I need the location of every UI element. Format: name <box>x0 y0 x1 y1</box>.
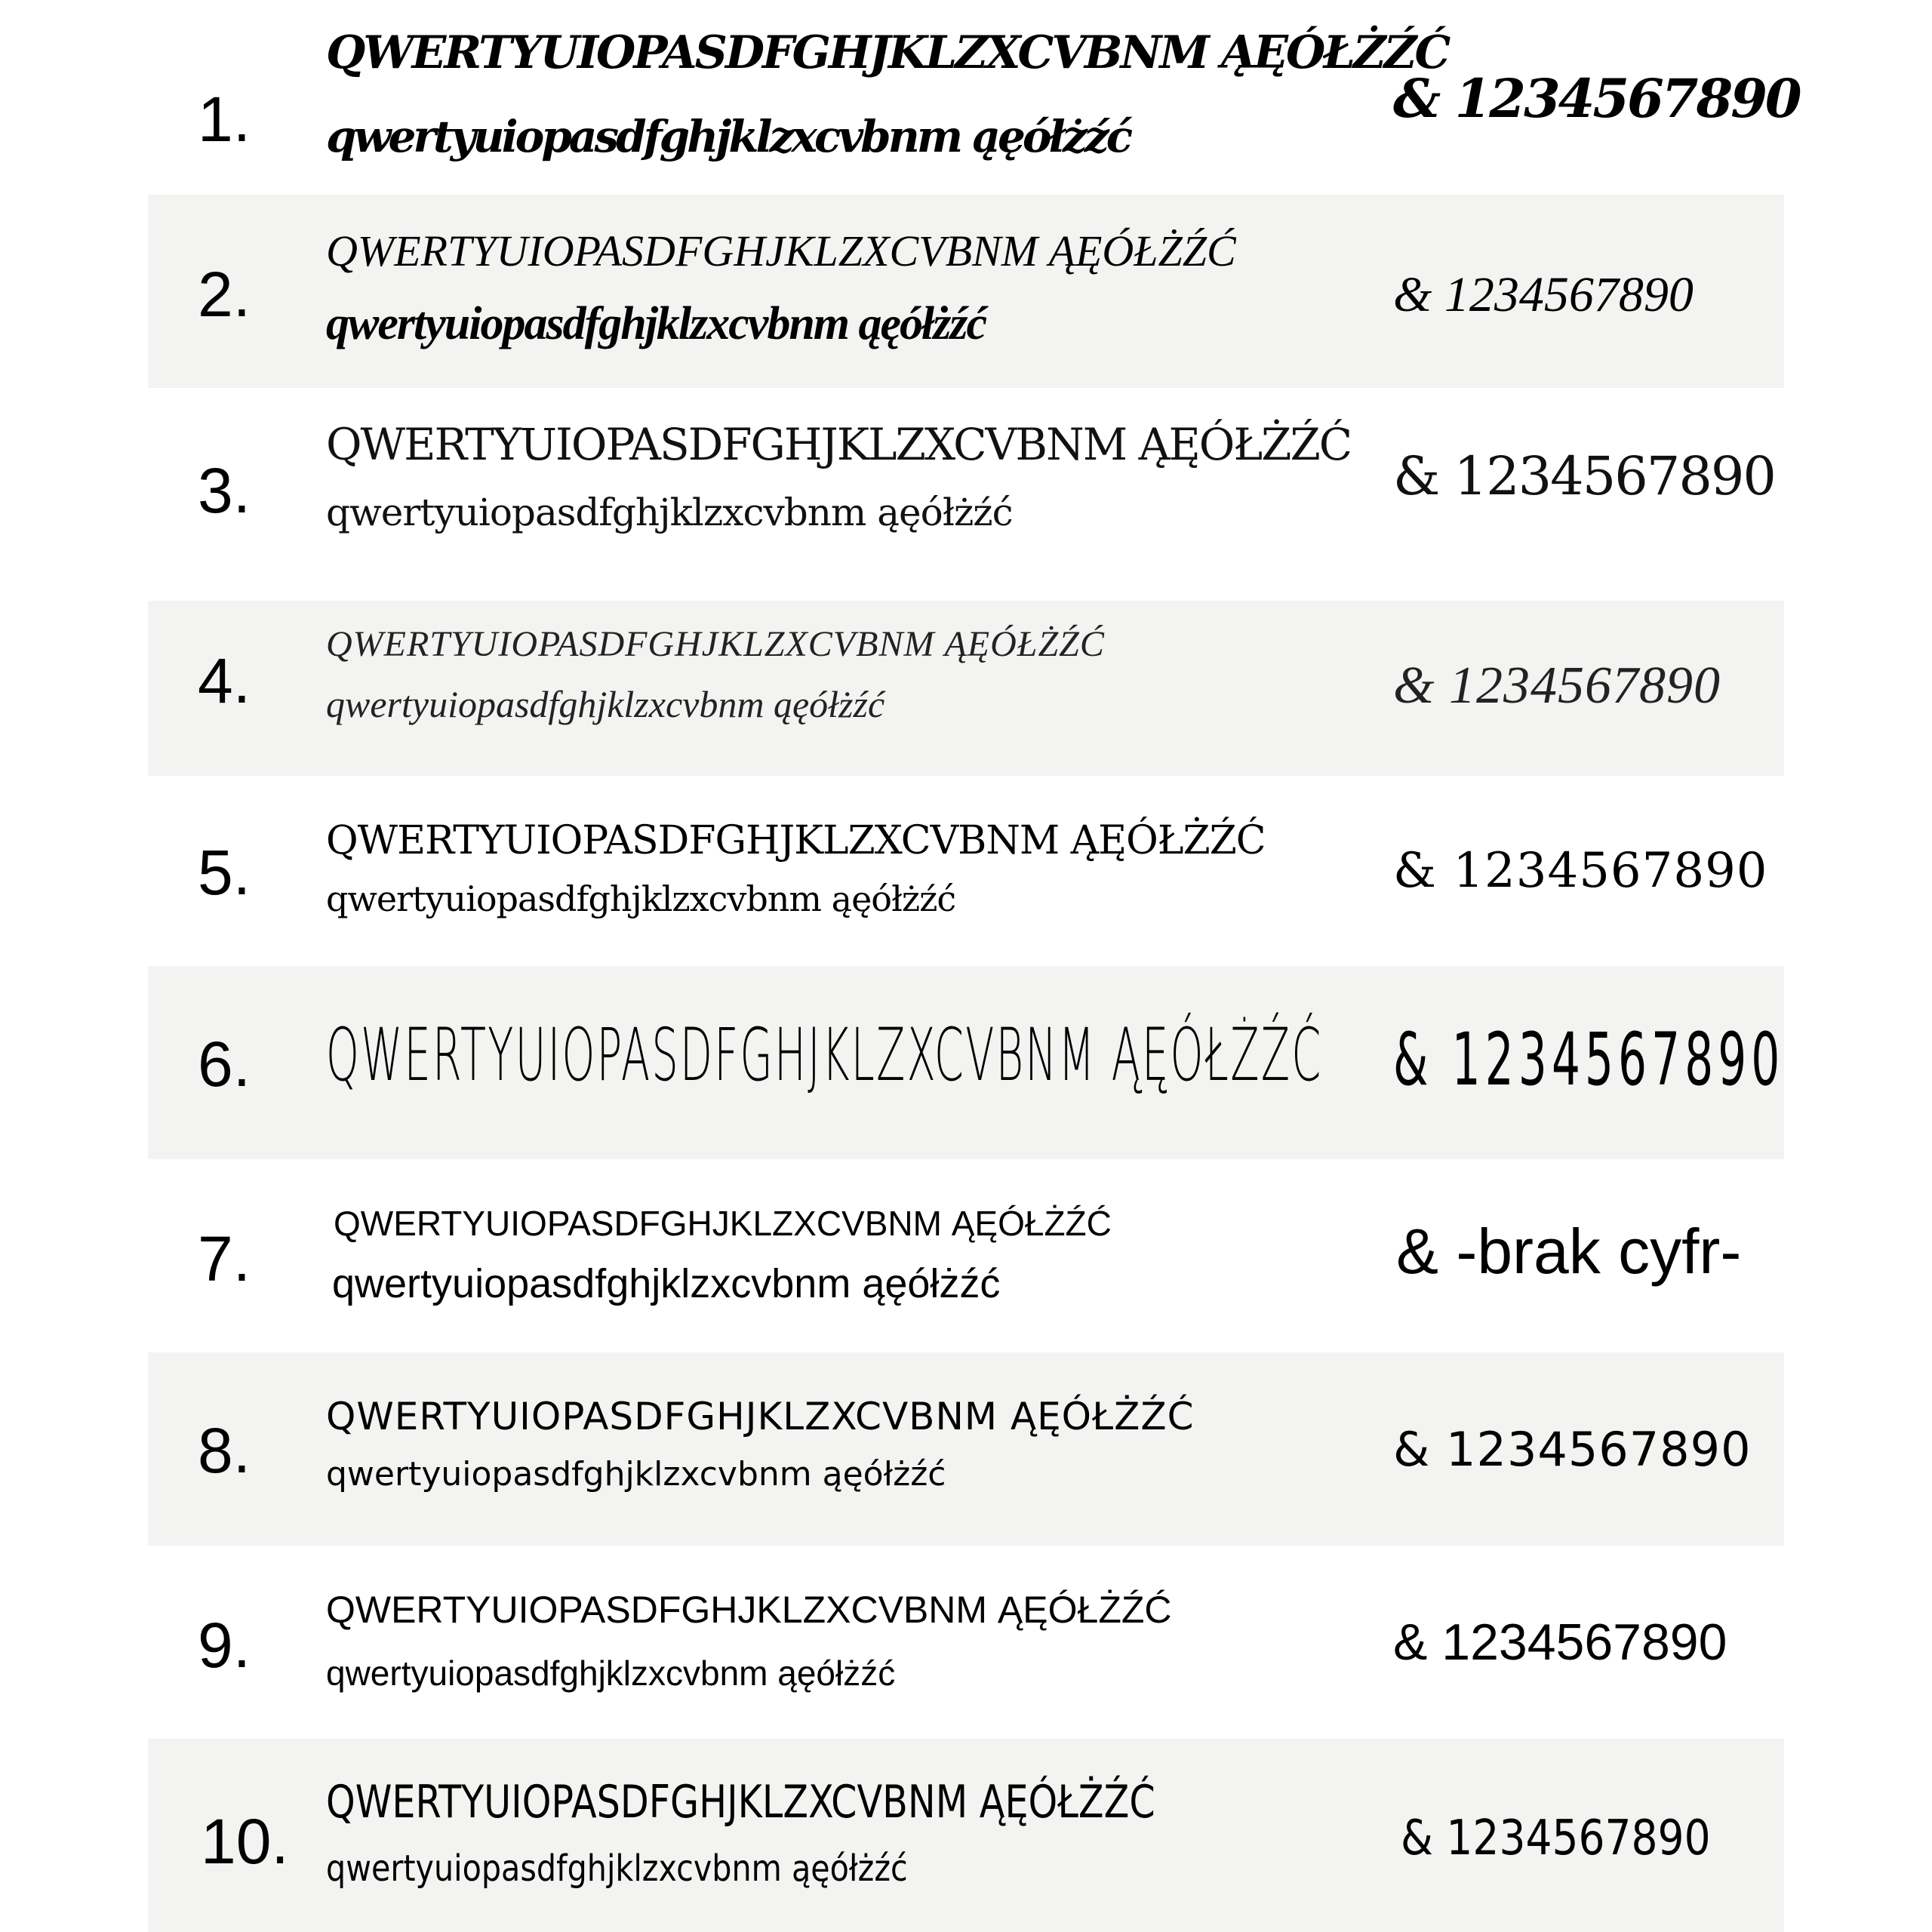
font-row-3 <box>148 388 1784 581</box>
uppercase-sample: QWERTYUIOPASDFGHJKLZXCVBNM ĄĘÓŁŻŹĆ <box>326 1589 1172 1631</box>
font-row-9 <box>148 1546 1784 1739</box>
uppercase-sample: QWERTYUIOPASDFGHJKLZXCVBNM ĄĘÓŁŻŹĆ <box>326 419 1352 470</box>
font-number: 1. <box>198 84 251 155</box>
font-number: 9. <box>198 1610 251 1681</box>
lowercase-sample: qwertyuiopasdfghjklzxcvbnm ąęółżźć <box>326 298 986 349</box>
digits-sample: & 1234567890 <box>1393 657 1721 715</box>
font-sample-sheet <box>148 0 1800 1932</box>
uppercase-sample: QWERTYUIOPASDFGHJKLZXCVBNM ĄĘÓŁŻŹĆ <box>326 1776 1155 1829</box>
font-number: 3. <box>198 455 251 526</box>
digits-sample: & 1234567890 <box>1393 1422 1752 1477</box>
uppercase-sample: QWERTYUIOPASDFGHJKLZXCVBNM ĄĘÓŁŻŹĆ <box>326 624 1105 664</box>
digits-sample: & 1234567890 <box>1393 843 1768 899</box>
lowercase-sample: qwertyuiopasdfghjklzxcvbnm ąęółżźć <box>326 111 1131 162</box>
font-number: 7. <box>198 1223 251 1294</box>
digits-sample: & 1234567890 <box>1393 1614 1727 1671</box>
font-number: 6. <box>198 1029 251 1100</box>
font-row-8 <box>148 1352 1784 1546</box>
font-number: 8. <box>198 1415 251 1486</box>
font-row-5 <box>148 794 1784 966</box>
font-row-1 <box>148 0 1800 195</box>
uppercase-sample: QWERTYUIOPASDFGHJKLZXCVBNM ĄĘÓŁŻŹĆ <box>334 1204 1112 1243</box>
uppercase-sample: QWERTYUIOPASDFGHJKLZXCVBNM ĄĘÓŁŻŹĆ <box>326 26 1449 79</box>
digits-sample: & -brak cyfr- <box>1396 1216 1742 1287</box>
font-row-10 <box>148 1739 1784 1932</box>
digits-sample: & 1234567890 <box>1393 267 1694 322</box>
font-number: 10. <box>201 1806 289 1877</box>
lowercase-sample: qwertyuiopasdfghjklzxcvbnm ąęółżźć <box>332 1261 1001 1306</box>
uppercase-sample: QWERTYUIOPASDFGHJKLZXCVBNM ĄĘÓŁŻŹĆ <box>326 1395 1195 1438</box>
lowercase-sample: qwertyuiopasdfghjklzxcvbnm ąęółżźć <box>326 878 956 919</box>
font-number: 4. <box>198 645 251 716</box>
lowercase-sample: qwertyuiopasdfghjklzxcvbnm ąęółżźć <box>326 1654 896 1693</box>
font-row-2 <box>148 195 1784 388</box>
font-number: 2. <box>198 259 251 330</box>
uppercase-sample: QWERTYUIOPASDFGHJKLZXCVBNM ĄĘÓŁŻŹĆ <box>326 226 1236 275</box>
digits-sample: & 1234567890 <box>1393 445 1775 507</box>
font-row-6 <box>148 966 1784 1159</box>
digits-sample: & 1234567890 <box>1401 1810 1711 1866</box>
lowercase-sample: qwertyuiopasdfghjklzxcvbnm ąęółżźć <box>326 491 1013 534</box>
lowercase-sample: qwertyuiopasdfghjklzxcvbnm ąęółżźć <box>326 683 885 725</box>
font-row-7 <box>148 1159 1784 1352</box>
font-number: 5. <box>198 837 251 908</box>
lowercase-sample: qwertyuiopasdfghjklzxcvbnm ąęółżźć <box>326 1847 908 1890</box>
digits-sample: & 1234567890 <box>1393 67 1800 130</box>
uppercase-sample: QWERTYUIOPASDFGHJKLZXCVBNM ĄĘÓŁŻŹĆ <box>326 1013 1323 1097</box>
lowercase-sample: qwertyuiopasdfghjklzxcvbnm ąęółżźć <box>326 1455 946 1494</box>
digits-sample: & 1234567890 <box>1393 1017 1785 1102</box>
uppercase-sample: QWERTYUIOPASDFGHJKLZXCVBNM ĄĘÓŁŻŹĆ <box>326 818 1266 863</box>
font-row-4 <box>148 601 1784 776</box>
